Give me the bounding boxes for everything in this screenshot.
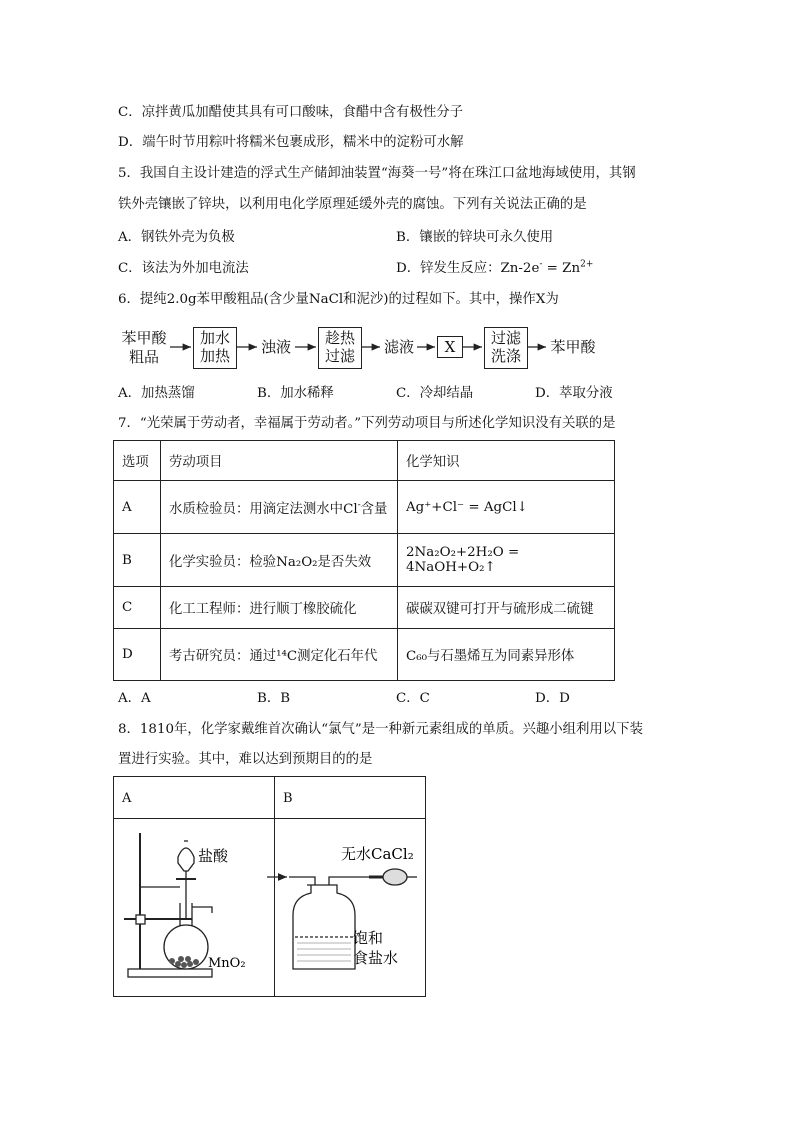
flow-box1-line2: 加热 [199, 347, 230, 365]
flow-arrows [0, 0, 794, 400]
label-anhydrous-cacl2: 无水CaCl₂ [341, 845, 414, 863]
apparatus-a-drawing [114, 819, 258, 995]
flow-mid2: 滤液 [383, 338, 414, 356]
q6-option-c: C．冷却结晶 [396, 386, 474, 401]
q7-row-d-option: D [114, 629, 161, 681]
q7-row-c-knowledge: 碳碳双键可打开与硫形成二硫键 [398, 587, 615, 629]
q5-option-d-mid: = Zn [542, 261, 581, 276]
table-row [114, 629, 615, 681]
flow-end: 苯甲酸 [550, 338, 596, 356]
q6-option-b: B．加水稀释 [257, 386, 334, 401]
q7-option-c: C．C [396, 691, 430, 706]
table-row [114, 587, 615, 629]
q7-row-a-task-end: 含量 [360, 501, 388, 517]
q5-option-d-prefix: D．锌发生反应：Zn-2e [396, 261, 540, 276]
q8-stem-line1: 8．1810年，化学家戴维首次确认“氯气”是一种新元素组成的单质。兴趣小组利用以下装 [118, 722, 643, 737]
apparatus-b-drawing [259, 819, 425, 995]
q7-row-c-task: 化工工程师：进行顺丁橡胶硫化 [161, 587, 398, 629]
q7-row-a-task-sup: - [357, 500, 361, 511]
q4-option-c: C．凉拌黄瓜加醋使其具有可口酸味，食醋中含有极性分子 [118, 105, 464, 120]
q5-option-b: B．镶嵌的锌块可永久使用 [396, 230, 554, 245]
flow-box2-line1: 趁热 [324, 329, 355, 347]
q7-header-row [114, 441, 615, 481]
q7-row-b-option: B [114, 534, 161, 587]
flow-start-line2: 粗品 [128, 348, 159, 366]
q7-header-task: 劳动项目 [161, 441, 398, 481]
flow-start-line1: 苯甲酸 [121, 329, 167, 347]
side-tube [192, 907, 212, 913]
q7-row-d-knowledge: C₆₀与石墨烯互为同素异形体 [398, 629, 615, 681]
q8-stem-line2: 置进行实验。其中，难以达到预期目的的是 [118, 752, 373, 767]
table-row [114, 481, 615, 534]
q5-option-a: A．钢铁外壳为负极 [118, 230, 235, 245]
table-row [114, 534, 615, 587]
q7-row-a-task-text: 水质检验员：用滴定法测水中Cl [169, 501, 358, 517]
q5-option-c: C．该法为外加电流法 [118, 261, 249, 276]
clamp-joint [136, 915, 145, 924]
q7-stem: 7．“光荣属于劳动者，幸福属于劳动者。”下列劳动项目与所述化学知识没有关联的是 [118, 416, 616, 431]
q7-row-a-option: A [114, 481, 161, 534]
q7-row-c-option: C [114, 587, 161, 629]
q7-table [113, 440, 615, 681]
drying-bulb [383, 869, 407, 885]
label-hydrochloric-acid: 盐酸 [198, 847, 229, 865]
q6-option-d: D．萃取分液 [535, 386, 613, 401]
q6-stem: 6．提纯2.0g苯甲酸粗品(含少量NaCl和泥沙)的过程如下。其中，操作X为 [118, 292, 559, 307]
q5-stem-line2: 铁外壳镶嵌了锌块，以利用电化学原理延缓外壳的腐蚀。下列有关说法正确的是 [118, 197, 587, 212]
sep-funnel [178, 848, 194, 871]
flow-box-x: X [437, 336, 463, 358]
q5-option-d-sup2: 2+ [580, 259, 594, 270]
q7-option-a: A．A [118, 691, 151, 706]
q7-option-b: B．B [257, 691, 291, 706]
q7-row-d-task: 考古研究员：通过¹⁴C测定化石年代 [161, 629, 398, 681]
flow-box4-line1: 过滤 [490, 329, 521, 347]
q7-row-b-task: 化学实验员：检验Na₂O₂是否失效 [161, 534, 398, 587]
q4-option-d: D．端午时节用粽叶将糯米包裹成形，糯米中的淀粉可水解 [118, 135, 464, 150]
q7-header-knowledge: 化学知识 [398, 441, 615, 481]
q7-row-a-task [161, 481, 398, 534]
q7-row-b-knowledge: 2Na₂O₂+2H₂O = 4NaOH+O₂↑ [398, 534, 615, 587]
q8-col-b: B [275, 777, 426, 819]
label-mno2: MnO₂ [208, 956, 246, 971]
stand-base [128, 969, 212, 977]
q5-option-d-sup1: - [539, 259, 543, 270]
flow-box1-line1: 加水 [199, 329, 230, 347]
q5-stem-line1: 5．我国自主设计建造的浮式生产储卸油装置“海葵一号”将在珠江口盆地海域使用，其钢 [118, 166, 636, 181]
flow-mid1: 浊液 [260, 338, 291, 356]
gas-washing-bottle [293, 885, 355, 969]
outlet-tube [329, 877, 369, 885]
flow-box2-line2: 过滤 [324, 347, 355, 365]
q7-row-a-knowledge: Ag⁺+Cl⁻ = AgCl↓ [398, 481, 615, 534]
q7-option-d: D．D [535, 691, 570, 706]
q8-col-a: A [114, 777, 275, 819]
q6-option-a: A．加热蒸馏 [118, 386, 195, 401]
label-brine: 食盐水 [353, 949, 399, 967]
q7-header-option: 选项 [114, 441, 161, 481]
flow-box4-line2: 洗涤 [490, 347, 521, 365]
q8-header-row [114, 777, 426, 819]
label-saturated: 饱和 [353, 929, 384, 947]
